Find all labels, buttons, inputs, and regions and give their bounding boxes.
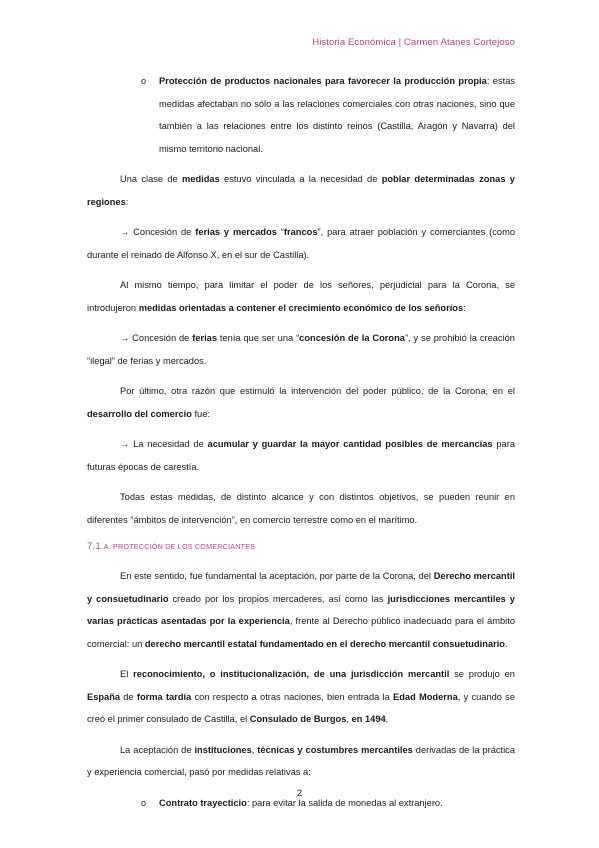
document-body (87, 70, 515, 814)
bold-text: acumular y guardar la mayor cantidad posibles de mercancías (207, 439, 493, 449)
bold-text: jurisdicciones mercantiles y varias prácticas asentadas por la experiencia (87, 593, 515, 626)
text-run: , (251, 744, 258, 755)
bold-text: instituciones (194, 744, 252, 755)
section-title: A. PROTECCIÓN DE LOS COMERCIANTES (103, 542, 256, 551)
text-run: Por último, otra razón que estimuló la intervención del poder público, de la Corona, en el (120, 386, 515, 396)
bold-text: desarrollo del comercio (87, 408, 192, 419)
text-run: : (125, 196, 129, 207)
text-run: Todas estas medidas, de distinto alcance y con distintos objetivos, se pueden reunir en diferentes “ámbitos de intervención”, en comercio terrestre como en el marítimo. (87, 492, 515, 525)
text-run: se produjo en (449, 669, 515, 679)
text-run: “ (276, 227, 284, 237)
text-run: Al mismo tiempo, para limitar el poder de los señores, perjudicial para la Corona, se introdujeron (87, 280, 515, 313)
bold-text: Derecho mercantil y consuetudinario (87, 571, 515, 604)
bold-text: medidas orientadas a contener el crecimiento económico de los señoríos (138, 302, 464, 313)
paragraph-concesion-corona (87, 327, 515, 372)
text-run: : estas medidas afectaban no sólo a las relaciones comerciales con otras naciones, sino que también a las relaciones entre los distinto reinos (Castilla, Aragón y Navarra) del mismo territorio nacional. (159, 76, 516, 154)
section-number: 7.1. (87, 541, 104, 552)
bold-text: Contrato trayecticio (159, 797, 247, 808)
paragraph-desarrollo-comercio (87, 380, 515, 425)
bullet-marker: o (141, 76, 147, 86)
page-header: Historia Económica | Carmen Atanes Cortejoso (312, 37, 515, 48)
text-run: . (504, 638, 508, 649)
paragraph-reconocimiento (87, 663, 515, 731)
bold-text: ferias (192, 333, 218, 343)
bold-text: poblar determinadas zonas y regiones (87, 174, 515, 207)
bold-text: Edad Moderna (393, 691, 458, 702)
bold-text: medidas (182, 174, 220, 184)
bold-text: reconocimiento, o institucionalización, de una jurisdicción mercantil (133, 669, 450, 679)
text-run: → Concesión de (120, 333, 193, 343)
text-run: de (120, 691, 137, 702)
paragraph-derecho-mercantil (87, 565, 515, 655)
text-run: con respecto a otras naciones, bien entrada la (191, 691, 394, 702)
paragraph-ferias-mercados (87, 221, 515, 266)
bold-text: técnicas y costumbres mercantiles (257, 744, 413, 755)
bullet-marker: o (141, 797, 147, 808)
text-run: Una clase de (120, 174, 183, 184)
text-run: , y cuando se creó el primer consulado de Castilla, el (87, 691, 516, 724)
bullet-proteccion-productos (87, 70, 515, 160)
bold-text: francos (283, 227, 318, 237)
text-run: creado por los propios mercaderes, así como las (168, 593, 388, 604)
bold-text: ferias y mercados (195, 227, 277, 237)
text-run: El (120, 669, 134, 679)
bold-text: forma tardía (136, 691, 192, 702)
text-run: En este sentido, fue fundamental la aceptación, por parte de la Corona, del (120, 571, 434, 581)
bold-text: derecho mercantil estatal fundamentado en el derecho mercantil consuetudinario (144, 638, 505, 649)
bold-text: concesión de la Corona (299, 333, 405, 343)
section-heading (87, 537, 515, 557)
text-run: tenía que ser una “ (217, 333, 300, 343)
text-run: ”, y se prohibió la creación “ilegal” de ferias y mercados. (87, 333, 515, 366)
paragraph-ambitos (87, 486, 515, 531)
text-run: : para evitar la salida de monedas al extranjero. (246, 797, 443, 808)
text-run: La aceptación de (120, 744, 195, 755)
bold-text: Protección de productos nacionales para favorecer la producción propia (159, 76, 487, 86)
text-run: . (385, 714, 389, 724)
text-run: estuvo vinculada a la necesidad de (219, 174, 382, 184)
bold-text: España (87, 691, 121, 702)
text-run: , frente al Derecho público inadecuado para el ámbito comercial: un (87, 616, 515, 649)
paragraph-acumular (87, 433, 515, 478)
paragraph-aceptacion (87, 739, 515, 784)
text-run: ”, para atraer población y comerciantes (como durante el reinado de Alfonso X, en el sur de Castilla). (87, 227, 515, 260)
text-run: : (463, 302, 466, 313)
bold-text: en 1494 (351, 714, 386, 724)
bold-text: Consulado de Burgos (249, 714, 347, 724)
paragraph-limitar-poder (87, 274, 515, 319)
text-run: → La necesidad de (120, 439, 208, 449)
text-run: derivadas de la práctica y experiencia comercial, pasó por medidas relativas a: (87, 744, 515, 777)
page-number: 2 (296, 788, 303, 799)
text-run: , (346, 714, 352, 724)
text-run: → Concesión de (120, 227, 196, 237)
text-run: fue: (191, 408, 210, 419)
paragraph-poblar-zonas (87, 168, 515, 213)
text-run: para futuras épocas de carestía. (87, 439, 515, 472)
